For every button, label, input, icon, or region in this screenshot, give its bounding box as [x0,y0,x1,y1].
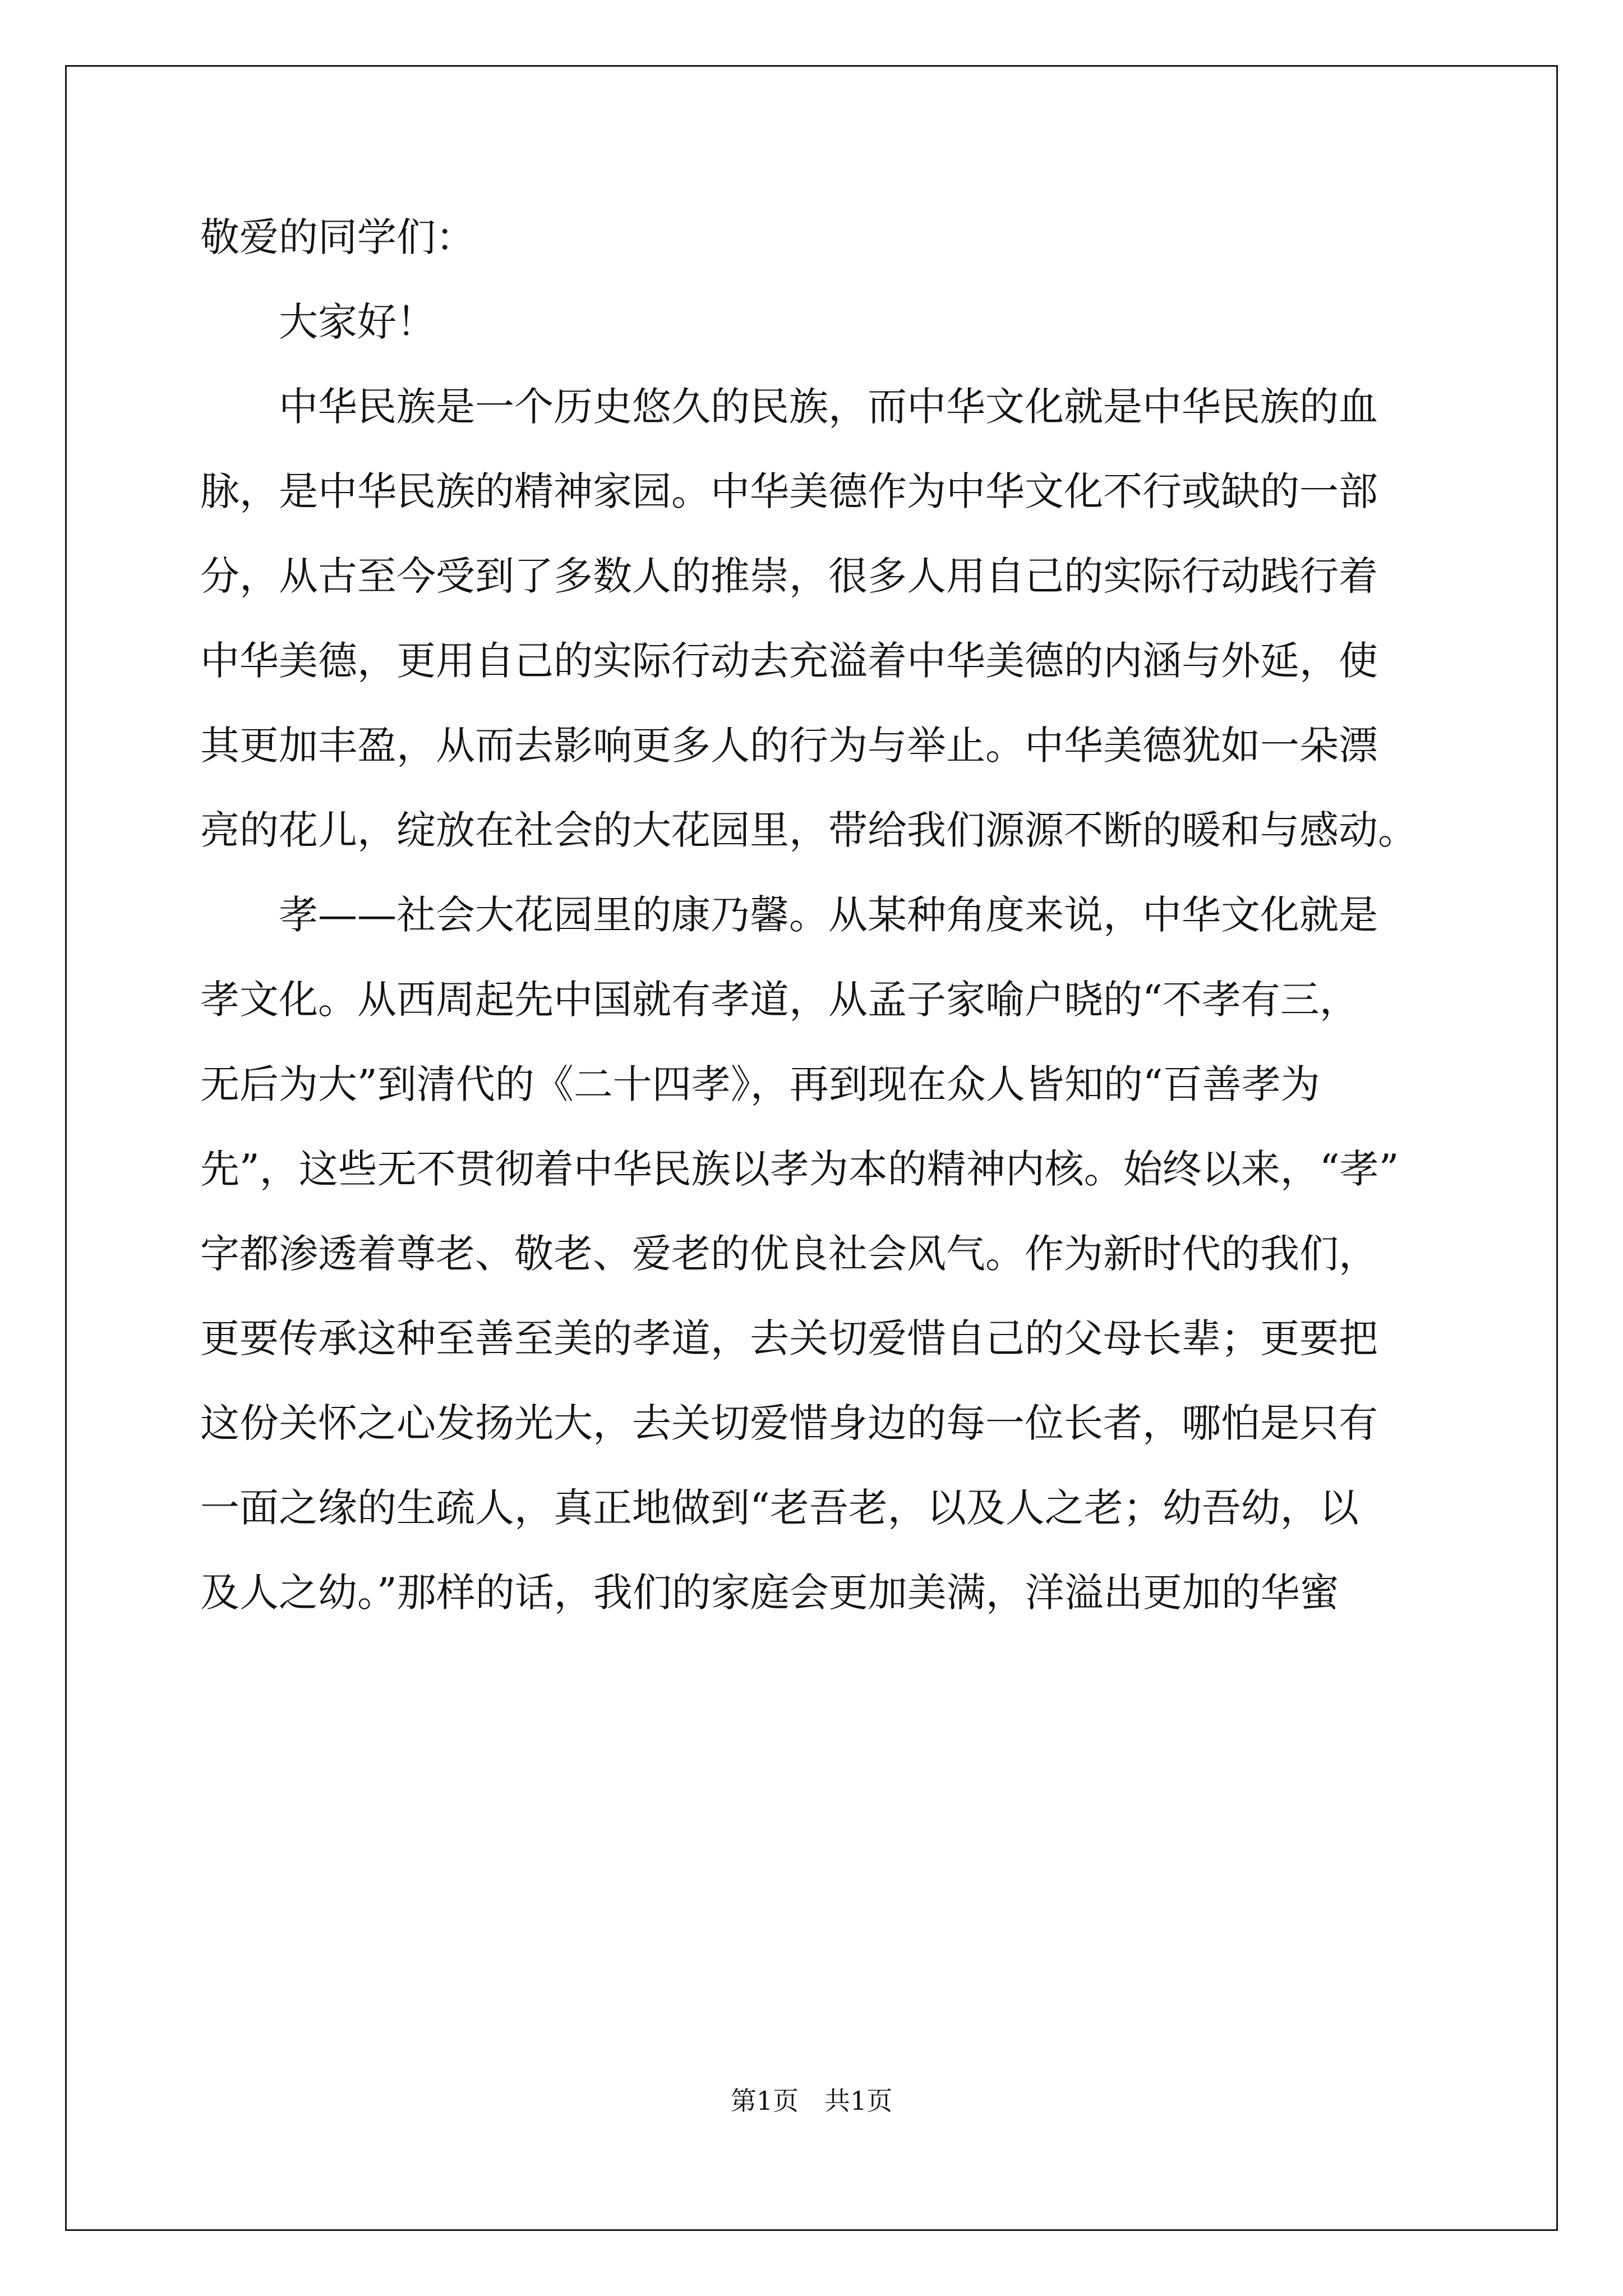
greeting-line: 大家好！ [200,299,436,345]
text-line: 其更加丰盈，从而去影响更多人的行为与举止。中华美德犹如一朵漂 [200,723,1378,769]
text-line: 中华美德，更用自己的实际行动去充溢着中华美德的内涵与外延，使 [200,638,1378,684]
text-line: 一面之缘的生疏人，真正地做到“老吾老，以及人之老；幼吾幼，以 [200,1485,1359,1531]
text-line: 分，从古至今受到了多数人的推崇，很多人用自己的实际行动践行着 [200,553,1378,599]
text-line: 这份关怀之心发扬光大，去关切爱惜身边的每一位长者，哪怕是只有 [200,1400,1378,1446]
salutation-line: 敬爱的同学们： [200,214,475,260]
text-line: 更要传承这种至善至美的孝道，去关切爱惜自己的父母长辈；更要把 [200,1315,1378,1361]
text-line: 中华民族是一个历史悠久的民族，而中华文化就是中华民族的血 [200,384,1378,430]
page-number-footer: 第1页 共1页 [730,2086,893,2116]
text-line: 及人之幼。”那样的话，我们的家庭会更加美满，洋溢出更加的华蜜 [200,1570,1339,1616]
text-line: 无后为大”到清代的《二十四孝》，再到现在众人皆知的“百善孝为 [200,1061,1320,1107]
text-line: 孝文化。从西周起先中国就有孝道，从孟子家喻户晓的“不孝有三， [200,977,1359,1023]
text-line: 亮的花儿，绽放在社会的大花园里，带给我们源源不断的暖和与感动。 [200,807,1417,853]
text-line: 字都渗透着尊老、敬老、爱老的优良社会风气。作为新时代的我们， [200,1231,1378,1277]
text-line: 脉，是中华民族的精神家园。中华美德作为中华文化不行或缺的一部 [200,468,1378,514]
text-line: 先”，这些无不贯彻着中华民族以孝为本的精神内核。始终以来，“孝” [200,1146,1399,1192]
text-line: 孝——社会大花园里的康乃馨。从某种角度来说，中华文化就是 [200,892,1378,938]
